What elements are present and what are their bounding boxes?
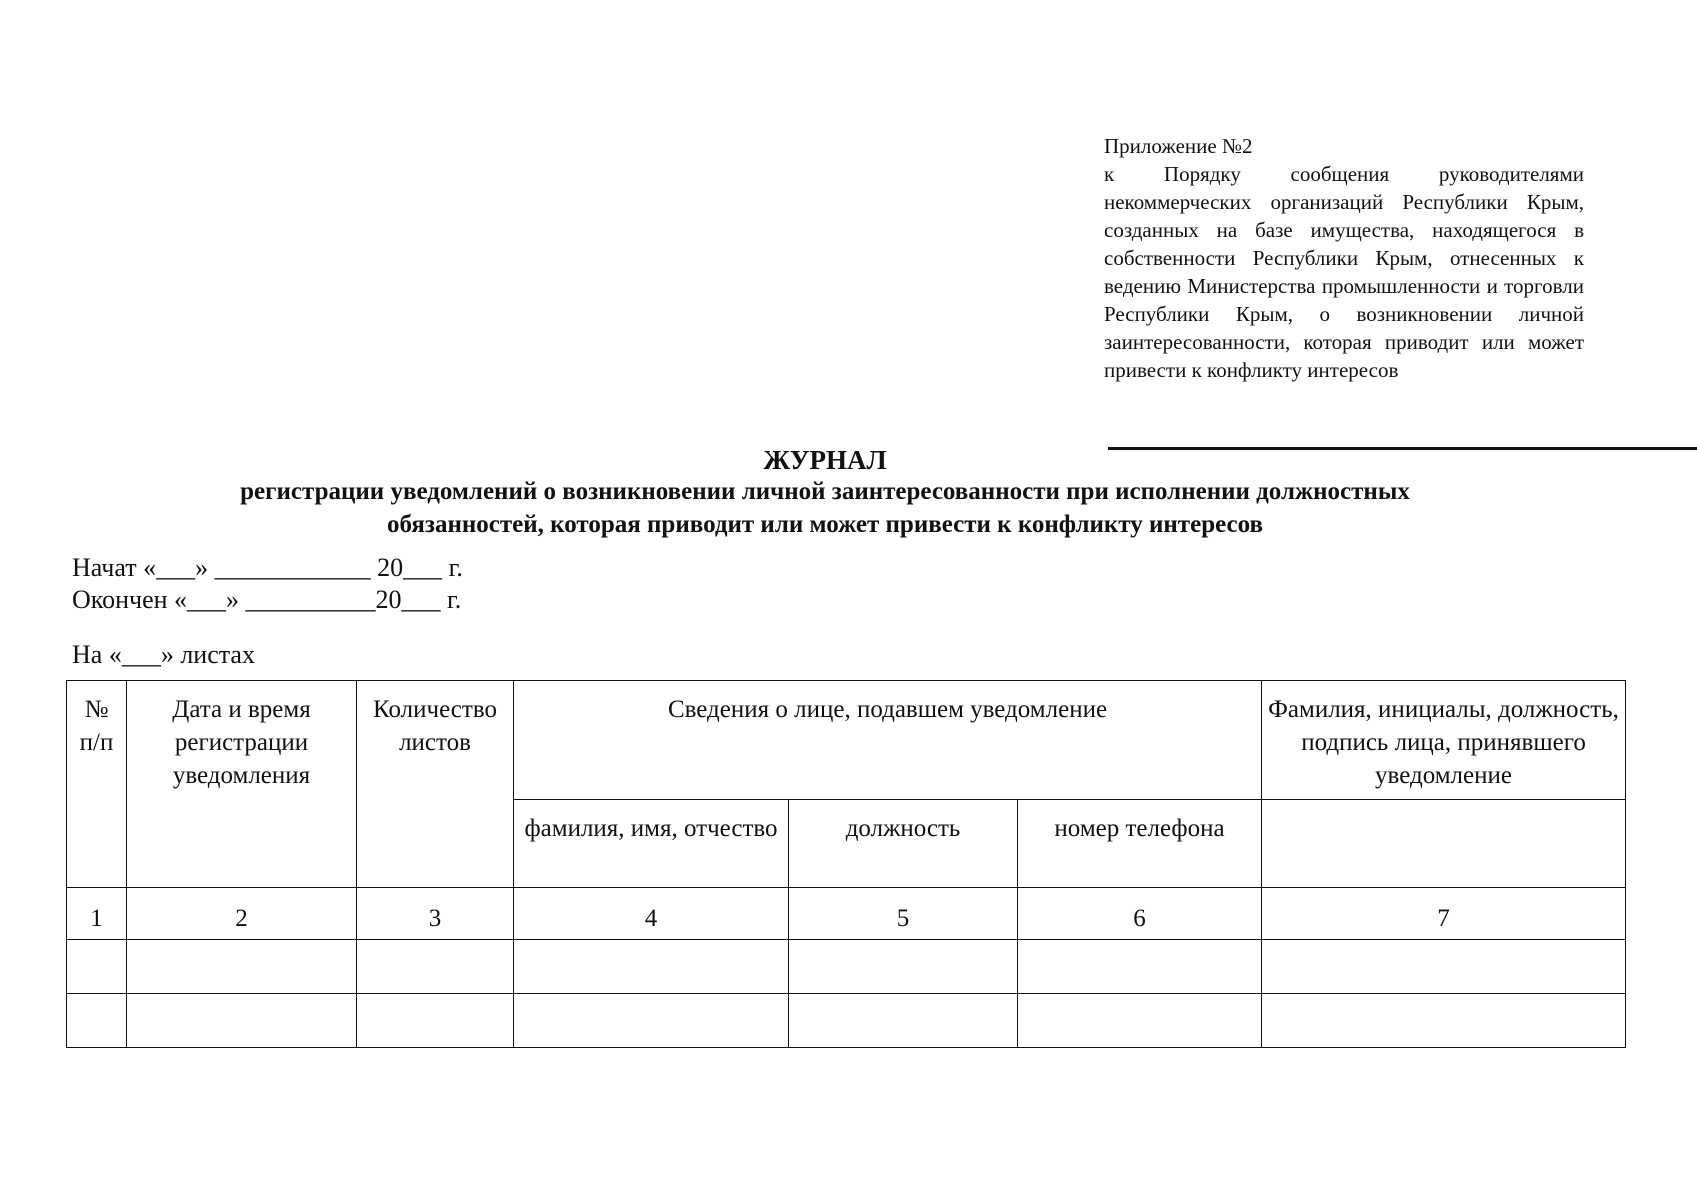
table-cell — [357, 940, 514, 994]
table-cell — [1018, 994, 1262, 1048]
column-number: 4 — [514, 888, 789, 940]
table-cell — [67, 940, 127, 994]
appendix-title: Приложение №2 — [1104, 134, 1253, 158]
column-number: 1 — [67, 888, 127, 940]
column-number: 2 — [127, 888, 357, 940]
started-line: Начат «___» ____________ 20___ г. — [72, 553, 463, 582]
table-row — [67, 994, 1626, 1048]
column-number: 7 — [1262, 888, 1626, 940]
subtitle-line-2: обязанностей, которая приводит или может привести к конфликту интересов — [387, 511, 1263, 538]
table-cell — [357, 994, 514, 1048]
table-cell — [67, 994, 127, 1048]
column-number: 5 — [789, 888, 1018, 940]
table-cell — [127, 994, 357, 1048]
header-receiver: Фамилия, инициалы, должность, подпись лица, принявшего уведомление — [1262, 681, 1626, 800]
table-row — [67, 940, 1626, 994]
header-row-1 — [67, 681, 1626, 800]
table-cell — [1018, 940, 1262, 994]
appendix-text: к Порядку сообщения руководителями некоммерческих организаций Республики Крым, созданных на базе имущества, находящегося в собственности Республики Крым, отнесенных к ведению Министерства промышленности и торговли Республики Крым, о возникновении личной заинтересованности, которая приводит или может привести к конфликту интересов — [1104, 162, 1584, 382]
header-date: Дата и время регистрации уведомления — [127, 681, 357, 888]
ended-line: Окончен «___» __________20___ г. — [72, 585, 462, 614]
table-cell — [789, 994, 1018, 1048]
subtitle-line-1: регистрации уведомлений о возникновении личной заинтересованности при исполнении должностных — [240, 478, 1410, 505]
sheets-line: На «___» листах — [72, 640, 255, 669]
header-person-info: Сведения о лице, подавшем уведомление — [514, 681, 1262, 800]
table-cell — [514, 994, 789, 1048]
header-num: № п/п — [67, 681, 127, 888]
table-cell — [789, 940, 1018, 994]
column-number: 6 — [1018, 888, 1262, 940]
header-sheets-count: Количество листов — [357, 681, 514, 888]
document-subtitle — [120, 475, 1530, 541]
header-phone: номер телефона — [1018, 800, 1262, 888]
column-number: 3 — [357, 888, 514, 940]
column-number-row — [67, 888, 1626, 940]
document-title: ЖУРНАЛ — [763, 445, 887, 475]
table-cell — [1262, 994, 1626, 1048]
journal-table — [66, 680, 1626, 1048]
appendix-block — [1104, 132, 1584, 384]
table-cell — [1262, 940, 1626, 994]
header-position: должность — [789, 800, 1018, 888]
header-receiver-blank — [1262, 800, 1626, 888]
table-cell — [514, 940, 789, 994]
table-cell — [127, 940, 357, 994]
header-full-name: фамилия, имя, отчество — [514, 800, 789, 888]
